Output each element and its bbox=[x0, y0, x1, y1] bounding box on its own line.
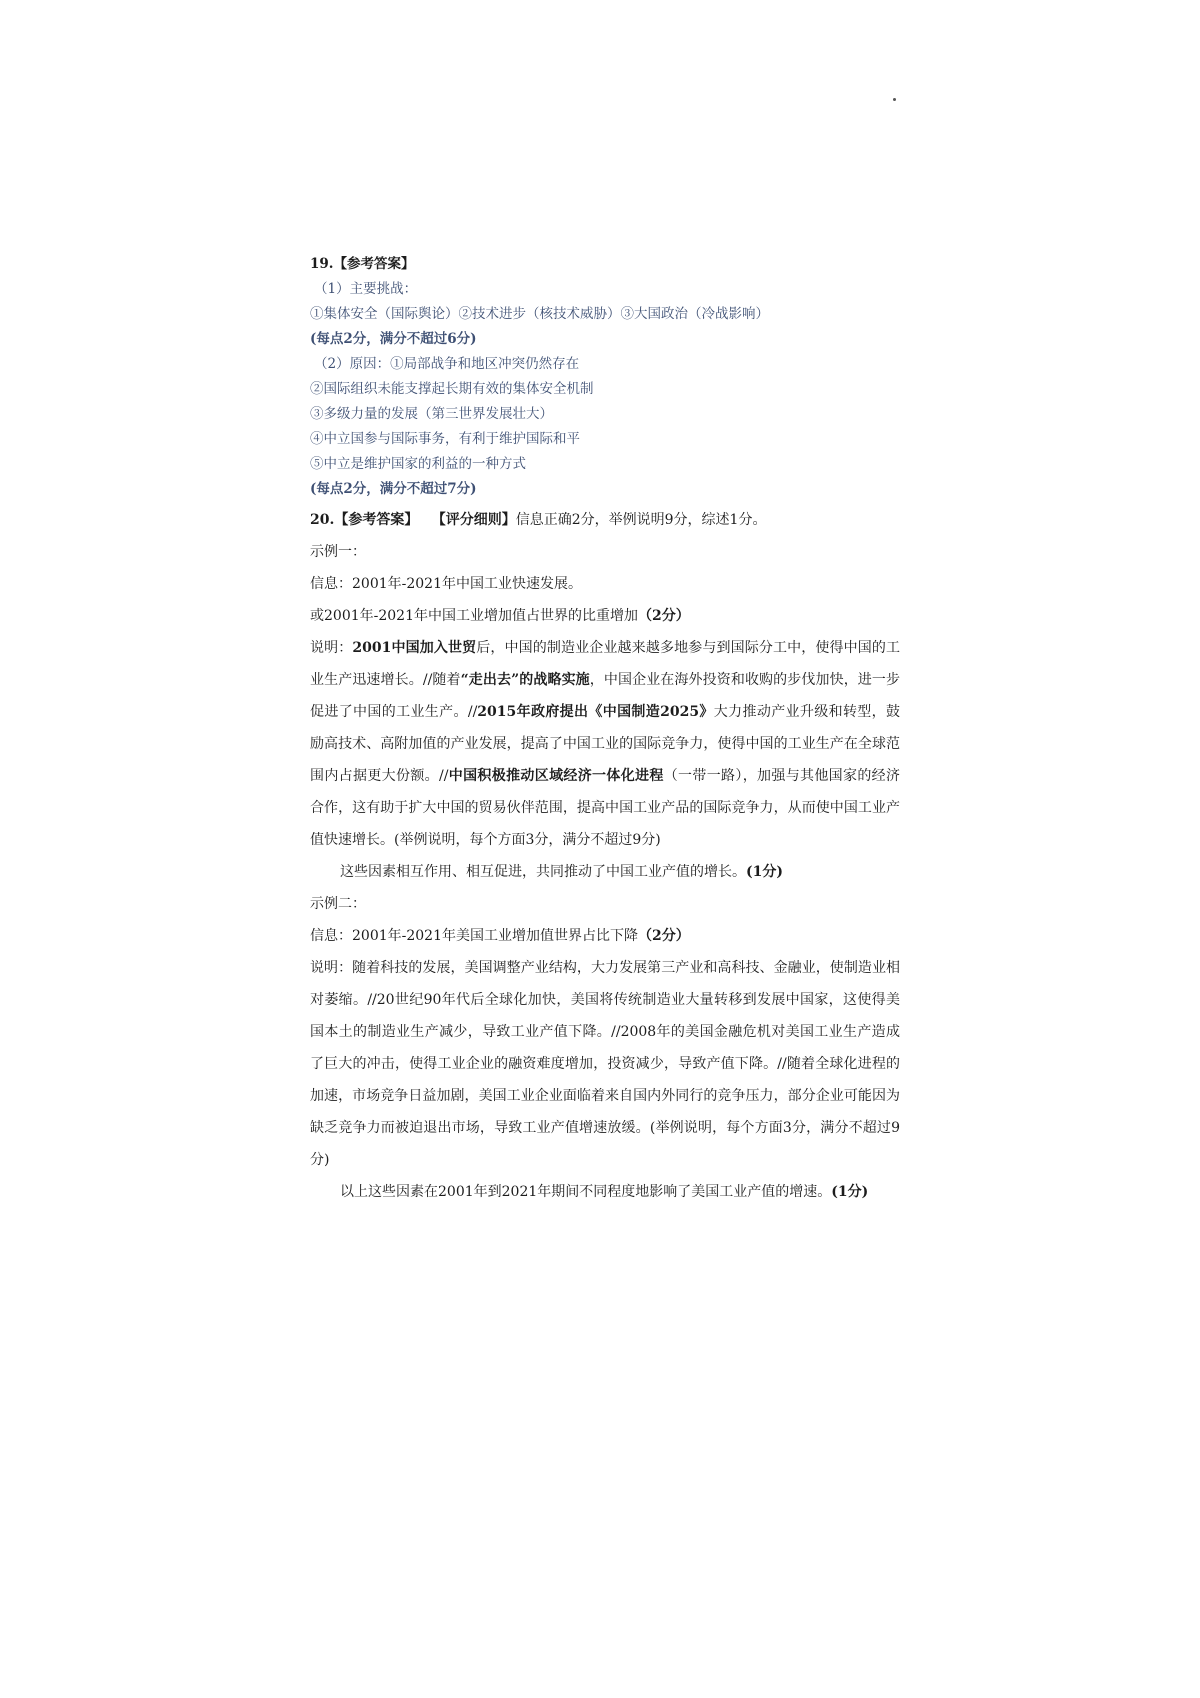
page-corner-mark bbox=[893, 98, 896, 101]
q20-number: 20. bbox=[310, 512, 335, 528]
q19-part1-items: ①集体安全（国际舆论）②技术进步（核技术威胁）③大国政治（冷战影响） bbox=[310, 306, 769, 322]
example-1-title: 示例一： bbox=[310, 544, 366, 560]
example-2-summary-score: (1分) bbox=[831, 1184, 869, 1200]
example-2-info-score: （2分） bbox=[638, 928, 690, 944]
example-1-explanation: 说明：2001中国加入世贸后，中国的制造业企业越来越多地参与到国际分工中，使得中国的工业生产迅速增长。//随着“走出去”的战略实施，中国企业在海外投资和收购的步伐加快，进一步促进了中国的工业生产。//2015年政府提出《中国制造2025》大力推动产业升级和转型，鼓励高技术、高附加值的产业发展，提高了中国工业的国际竞争力，使得中国的工业生产在全球范围内占据更大份额。//中国积极推动区域经济一体化进程（一带一路），加强与其他国家的经济合作，这有助于扩大中国的贸易伙伴范围，提高中国工业产品的国际竞争力，从而使中国工业产值快速增长。(举例说明，每个方面3分，满分不超过9分) bbox=[310, 640, 901, 848]
q19-part2-title: （2）原因：①局部战争和地区冲突仍然存在 bbox=[314, 356, 580, 372]
example-1-info-score: （2分） bbox=[638, 608, 690, 624]
q19-heading bbox=[310, 252, 900, 277]
q19-part2-item-2: ②国际组织未能支撑起长期有效的集体安全机制 bbox=[310, 381, 594, 397]
q19-part1-title: （1）主要挑战： bbox=[314, 281, 418, 297]
example-1-info-alt: 或2001年-2021年中国工业增加值占世界的比重增加（2分） bbox=[310, 608, 690, 624]
q20-answer-label: 【参考答案】 bbox=[334, 512, 419, 528]
q19-part2-score: (每点2分，满分不超过7分) bbox=[310, 481, 477, 497]
q20-rule-text: 信息正确2分，举例说明9分，综述1分。 bbox=[515, 512, 767, 528]
q19-part1-score: (每点2分，满分不超过6分) bbox=[310, 331, 477, 347]
q19-part2-item-3: ③多级力量的发展（第三世界发展壮大） bbox=[310, 406, 553, 422]
example-2-info: 信息：2001年-2021年美国工业增加值世界占比下降（2分） bbox=[310, 928, 690, 944]
q19-answer-label: 【参考答案】 bbox=[333, 256, 415, 272]
q19-part2-item-4: ④中立国参与国际事务，有利于维护国际和平 bbox=[310, 431, 580, 447]
example-2-title: 示例二： bbox=[310, 896, 366, 912]
q19-part2-item-5: ⑤中立是维护国家的利益的一种方式 bbox=[310, 456, 526, 472]
example-2-summary: 以上这些因素在2001年到2021年期间不同程度地影响了美国工业产值的增速。(1分) bbox=[340, 1184, 869, 1200]
example-1-summary: 这些因素相互作用、相互促进，共同推动了中国工业产值的增长。(1分) bbox=[340, 864, 783, 880]
example-2-explanation: 说明：随着科技的发展，美国调整产业结构，大力发展第三产业和高科技、金融业，使制造业相对萎缩。//20世纪90年代后全球化加快，美国将传统制造业大量转移到发展中国家，这使得美国本土的制造业生产减少，导致工业产值下降。//2008年的美国金融危机对美国工业生产造成了巨大的冲击，使得工业企业的融资难度增加，投资减少，导致产值下降。//随着全球化进程的加速，市场竞争日益加剧，美国工业企业面临着来自国内外同行的竞争压力，部分企业可能因为缺乏竞争力而被迫退出市场，导致工业产值增速放缓。(举例说明，每个方面3分，满分不超过9分) bbox=[310, 960, 900, 1168]
q20-heading bbox=[310, 504, 900, 536]
q20-rule-label: 【评分细则】 bbox=[431, 512, 516, 528]
answer-content bbox=[310, 252, 900, 1208]
q19-number: 19. bbox=[310, 256, 334, 272]
example-1-info: 信息：2001年-2021年中国工业快速发展。 bbox=[310, 576, 582, 592]
example-1-summary-score: (1分) bbox=[746, 864, 783, 880]
